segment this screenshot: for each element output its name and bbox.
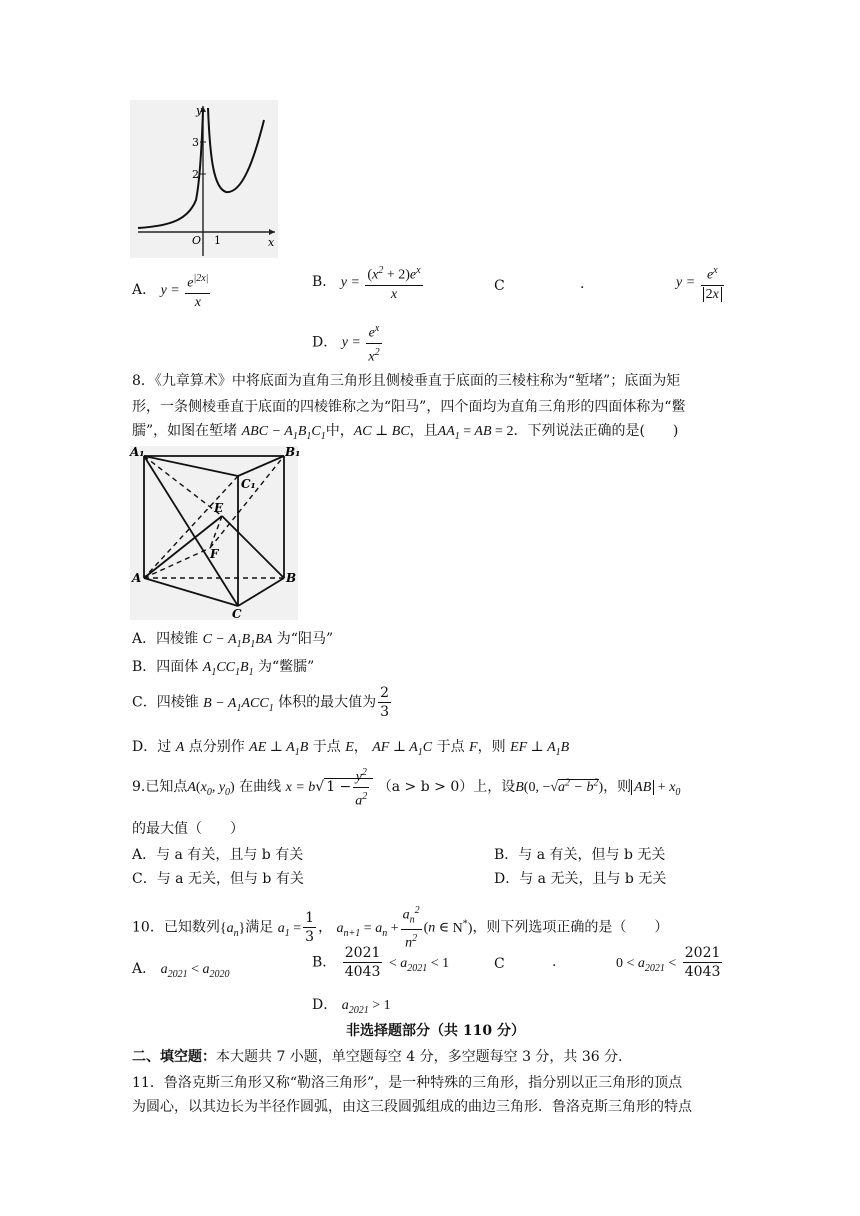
q10-option-d[interactable]: D． $a_{2021} > 1$ <box>312 997 391 1016</box>
q9-option-c[interactable]: C．与 a 无关，但与 b 有关 <box>132 871 304 887</box>
q8-label-b1: B₁ <box>285 445 301 459</box>
q8-option-a[interactable]: A．四棱锥 $C - A_1B_1BA$ 为“阳马” <box>132 631 334 650</box>
q8-option-d[interactable]: D．过 A 点分别作 AE ⊥ $A_1B$ 于点 E， AF ⊥ $A_1C$ 于点 F，则 EF ⊥ $A_1B$ <box>132 739 570 758</box>
q7-option-a-expr: y = $\frac{e^{|2x|}}{x}$ <box>161 283 213 298</box>
q7-curve-right <box>208 108 264 192</box>
q9-option-d[interactable]: D．与 a 无关，且与 b 无关 <box>494 871 667 887</box>
q8-prism <box>130 445 301 621</box>
q7-option-c-expr: y = $\frac{e^x}{2x}$ <box>676 262 726 304</box>
q11-line2: 为圆心，以其边长为半径作圆弧，由这三段圆弧组成的曲边三角形．鲁洛克斯三角形的特点 <box>132 1099 692 1115</box>
q7-label-1: 1 <box>214 234 221 247</box>
q8-option-c[interactable]: C．四棱锥 $B - A_1ACC_1$ 体积的最大值为 $\frac{2}{3}$ <box>132 685 390 720</box>
q9-option-a[interactable]: A．与 a 有关，且与 b 有关 <box>132 847 304 863</box>
q8-line1: 8．《九章算术》中将底面为直角三角形且侧棱垂直于底面的三棱柱称为“堑堵”；底面为矩 <box>132 373 681 389</box>
section-title: 非选择题部分（共 110 分） <box>346 1023 525 1039</box>
q8-label-e: E <box>214 501 224 515</box>
q10-option-c-dot: . <box>552 954 557 970</box>
q7-graph <box>130 100 278 258</box>
q8-line3: 臑”，如图在堑堵 ABC − $A_1B_1C_1$中，AC ⊥ BC，且$AA_1$ = AB = 2．下列说法正确的是( ) <box>132 423 679 442</box>
q7-label-x: x <box>268 236 275 249</box>
q9-line2: 的最大值（ ） <box>132 821 244 837</box>
q10-option-a[interactable]: A． $a_{2021} < a_{2020}$ <box>132 961 230 980</box>
q10-option-b[interactable]: B． $\frac{2021}{4043}$ < $a_{2021} < 1$ <box>312 945 450 980</box>
q8-label-c: C <box>232 607 242 621</box>
q8-label-b: B <box>286 571 297 585</box>
q7-option-c-label[interactable]: C <box>494 278 505 294</box>
q8-label-f: F <box>210 547 219 561</box>
q8-line2: 形，一条侧棱垂直于底面的四棱锥称之为“阳马”，四个面均为直角三角形的四面体称为“鳖 <box>132 399 686 415</box>
q10-stem: 10．已知数列$\{a_n\}$满足 $a_1$ = $\frac{1}{3}$ ， $a_{n+1} = a_n$ + $\frac{a_n^2}{n^2}$ (n ∈ N*)，则下列选项正确的是（ ） <box>132 902 668 953</box>
q7-option-a[interactable]: A． y = $\frac{e^{|2x|}}{x}$ <box>132 270 212 312</box>
q8-label-a: A <box>132 571 142 585</box>
q9-option-b[interactable]: B．与 a 有关，但与 b 无关 <box>494 847 666 863</box>
q7-option-d-expr: y = $\frac{e^x}{x^2}$ <box>342 335 384 350</box>
q8-option-b[interactable]: B．四面体 $A_1CC_1B_1$ 为“鳖臑” <box>132 659 315 678</box>
q8-label-a1: A₁ <box>130 445 145 459</box>
q7-label-3: 3 <box>192 136 199 149</box>
q7-label-2: 2 <box>192 168 199 181</box>
q10-option-c-expr: $0 < a_{2021}$ < $\frac{2021}{4043}$ <box>616 945 721 980</box>
fill-blank-heading: 二、填空题：本大题共 7 小题，单空题每空 4 分，多空题每空 3 分，共 36 分． <box>132 1049 633 1065</box>
q7-label-y: y <box>196 104 203 117</box>
q7-graph-figure <box>130 100 278 258</box>
q7-option-b[interactable]: B． y = $\frac{(x^2 + 2)e^x}{x}$ <box>312 262 425 304</box>
q11-line1: 11．鲁洛克斯三角形又称“勒洛三角形”，是一种特殊的三角形，指分别以正三角形的顶点 <box>132 1075 683 1091</box>
q9-stem: 9.已知点$A(x_0$, $y_0$) 在曲线 x = b√ 1 − $\frac{y^2}{a^2}$ （a > b > 0）上，设B(0, $-√a^2 - b^2$)，则 AB + $x_0$ <box>132 764 680 810</box>
q7-option-b-expr: y = $\frac{(x^2 + 2)e^x}{x}$ <box>341 275 425 290</box>
q8-prism-figure <box>130 445 301 621</box>
q10-option-c-label[interactable]: C <box>494 956 505 972</box>
q7-label-origin: O <box>192 234 202 247</box>
q8-label-c1: C₁ <box>241 477 256 491</box>
q7-option-c-dot: . <box>580 276 585 292</box>
q7-option-d[interactable]: D． y = $\frac{e^x}{x^2}$ <box>312 320 384 366</box>
